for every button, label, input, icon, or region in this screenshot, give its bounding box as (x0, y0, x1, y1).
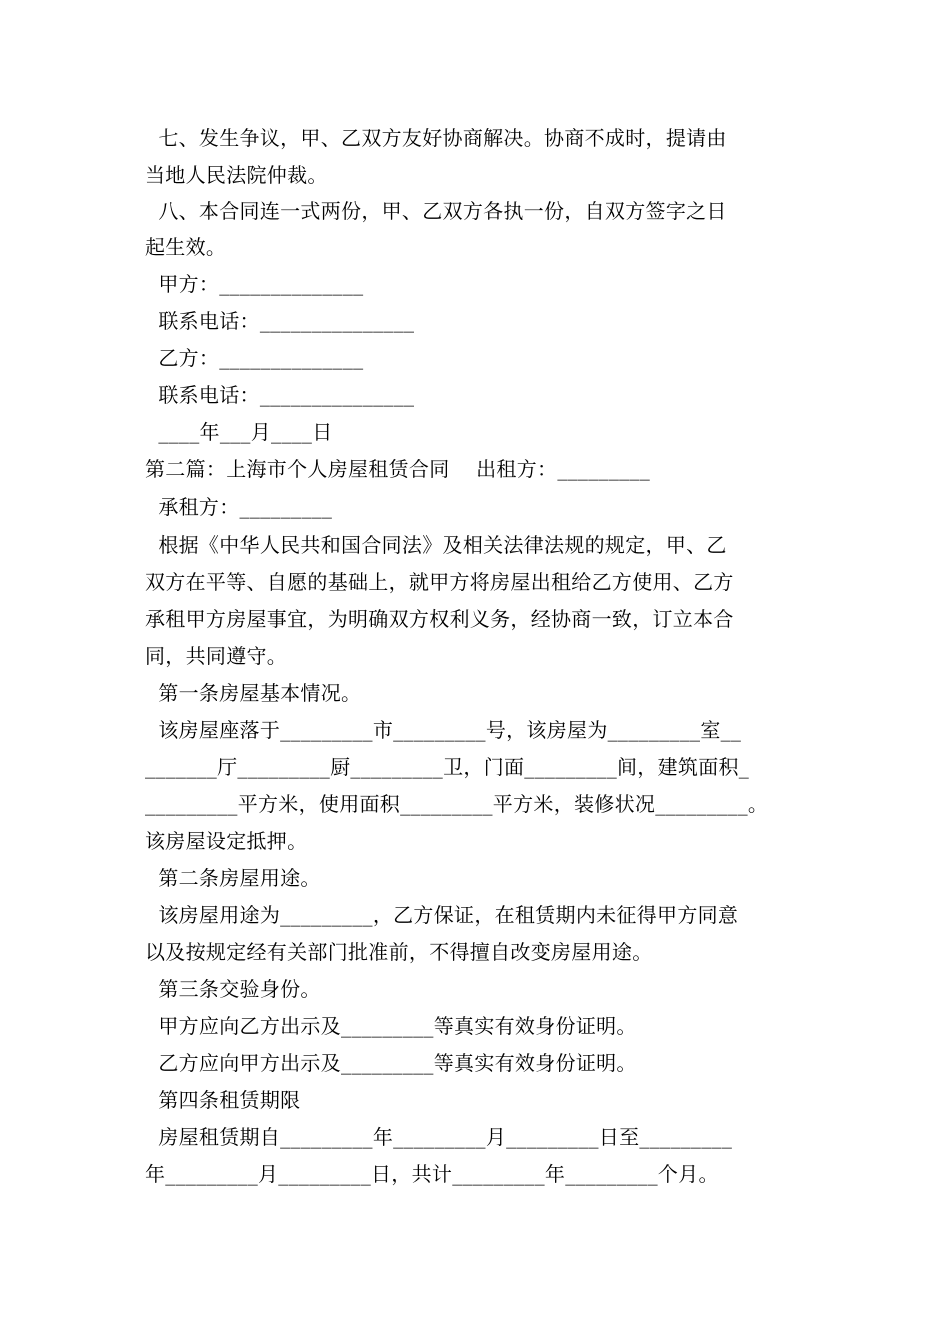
party-b-signature-line: 乙方：______________ (145, 346, 364, 370)
text-line: 该房屋用途为_________，乙方保证，在租赁期内未征得甲方同意 (145, 903, 739, 927)
text-line: 八、本合同连一式两份，甲、乙双方各执一份，自双方签字之日 (145, 199, 727, 223)
clause-heading: 第二条房屋用途。 (145, 866, 321, 890)
text-line: 该房屋座落于_________市_________号，该房屋为_________室__ (145, 718, 742, 742)
clause-heading: 第三条交验身份。 (145, 977, 321, 1001)
text-line: 同，共同遵守。 (145, 644, 288, 668)
text-line: 该房屋设定抵押。 (145, 829, 308, 853)
party-a-phone-line: 联系电话：_______________ (145, 309, 415, 333)
text-line: _________平方米，使用面积_________平方米，装修状况_________。 (145, 792, 769, 816)
party-a-signature-line: 甲方：______________ (145, 272, 364, 296)
tenant-line: 承租方：_________ (145, 495, 333, 519)
clause-heading: 第四条租赁期限 (145, 1088, 301, 1112)
text-line: 乙方应向甲方出示及_________等真实有效身份证明。 (145, 1051, 637, 1075)
text-line: 当地人民法院仲裁。 (145, 163, 328, 187)
clause-heading: 第一条房屋基本情况。 (145, 681, 362, 705)
section-title: 第二篇：上海市个人房屋租赁合同 出租方：_________ (145, 457, 651, 481)
date-line: ____年___月____日 (145, 420, 333, 444)
text-line: 以及按规定经有关部门批准前，不得擅自改变房屋用途。 (145, 940, 653, 964)
text-line: 起生效。 (145, 235, 227, 259)
text-line: _______厅_________厨_________卫，门面_________间，建筑面积_ (145, 755, 750, 779)
text-line: 双方在平等、自愿的基础上，就甲方将房屋出租给乙方使用、乙方 (145, 570, 734, 594)
text-line: 根据《中华人民共和国合同法》及相关法律法规的规定，甲、乙 (145, 533, 727, 557)
text-line: 房屋租赁期自_________年_________月_________日至_________ (145, 1125, 733, 1149)
text-line: 甲方应向乙方出示及_________等真实有效身份证明。 (145, 1014, 637, 1038)
text-line: 承租甲方房屋事宜，为明确双方权利义务，经协商一致，订立本合 (145, 607, 734, 631)
party-b-phone-line: 联系电话：_______________ (145, 383, 415, 407)
text-line: 年_________月_________日，共计_________年_________个月。 (145, 1162, 719, 1186)
text-line: 七、发生争议，甲、乙双方友好协商解决。协商不成时，提请由 (145, 126, 727, 150)
